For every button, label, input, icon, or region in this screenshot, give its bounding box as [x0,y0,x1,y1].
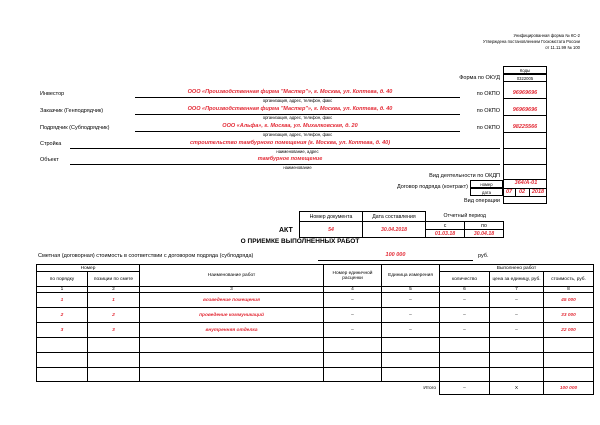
okud-value: 0322005 [516,75,534,81]
period-header: Отчетный период [426,212,504,222]
site-value: строительство тамбурного помещения (г. Москва, ул. Коптева, д. 40) [189,140,391,146]
row-order: 1 [37,293,88,308]
investor-caption: организация, адрес, телефон, факс [262,98,333,103]
customer-caption: организация, адрес, телефон, факс [262,115,333,120]
col-num: 6 [440,287,490,293]
object-code-divider [503,164,547,165]
total-cost: 100 000 [544,382,594,395]
contractor-okpo-label: по ОКПО [476,125,500,131]
contract-number-value: 364/А-01 [514,180,538,186]
row-name: возведение помещения [140,293,324,308]
row-unit-num: – [324,308,382,323]
activity-label: Вид деятельности по ОКДП [429,173,500,179]
row-price: – [490,293,544,308]
doc-number-header: Номер документа [300,212,363,222]
contractor-okpo-value: 98225566 [512,124,538,130]
contractor-value: ООО «Альфа», г. Москва, ул. Михалковская, д. 20 [222,123,358,129]
row-pos: 3 [88,323,140,338]
th-unit: Единица измерения [382,265,440,287]
period-from-header: с [426,222,465,230]
table-row [37,323,594,338]
table-row-empty [37,338,594,353]
th-estimate-pos: позиции по смете [88,272,140,287]
total-row [37,382,594,395]
customer-okpo-label: по ОКПО [476,108,500,114]
row-pos: 1 [88,293,140,308]
doc-date-header: Дата составления [363,212,426,222]
col-num: 8 [544,287,594,293]
site-code-divider [503,148,547,149]
approval-note: Утверждена постановлением Госкомстата России [482,39,580,44]
estimate-label: Сметная (договорная) стоимость в соответствии с договором подряда (субподряда) [38,253,254,259]
estimate-value: 100 000 [385,252,406,258]
works-table [36,264,594,395]
object-caption: наименование [283,165,312,170]
site-label: Стройка [40,141,62,147]
col-num: 1 [37,287,88,293]
codes-header-cell [503,66,547,74]
period-to-value: 30.04.18 [465,230,504,238]
contractor-caption: организация, адрес, телефон, факс [262,132,333,137]
col-num: 2 [88,287,140,293]
th-unit-number: Номер единичной расценки [324,265,382,287]
contract-label: Договор подряда (контракт) [396,184,468,190]
investor-label: Инвестор [40,91,65,97]
customer-okpo-divider [503,115,547,116]
table-row-empty [37,353,594,368]
row-unit: – [382,293,440,308]
row-cost: 22 000 [544,323,594,338]
contract-date-label: дата [482,189,491,195]
form-header-note [420,33,580,51]
investor-value: ООО «Производственная фирма "Мастер"», г. Москва, ул. Коптева, д. 40 [187,89,393,95]
estimate-line [318,260,473,261]
col-num: 5 [382,287,440,293]
row-unit: – [382,323,440,338]
approval-date-note: от 11.11.99 № 100 [545,45,580,50]
customer-okpo-value: 96969696 [512,107,538,113]
col-num: 3 [140,287,324,293]
table-row [37,293,594,308]
total-qty: – [440,382,490,395]
col-num: 4 [324,287,382,293]
contract-date-divider [503,196,547,197]
period-from-value: 01.03.18 [426,230,465,238]
customer-value: ООО «Производственная фирма "Мастер"», г. Москва, ул. Коптева, д. 40 [187,106,393,112]
row-name: внутренняя отделка [140,323,324,338]
th-cost: стоимость, руб. [544,272,594,287]
contract-date-year: 2018 [531,189,545,195]
th-price: цена за единицу, руб. [490,272,544,287]
row-unit: – [382,308,440,323]
th-number: Номер [37,265,140,272]
customer-label: Заказчик (Генподрядчик) [40,108,104,114]
investor-okpo-value: 96969696 [512,90,538,96]
contract-date-label-cell [470,188,503,196]
act-title: О ПРИЕМКЕ ВЫПОЛНЕННЫХ РАБОТ [240,238,360,245]
row-qty: – [440,323,490,338]
row-qty: – [440,293,490,308]
investor-okpo-label: по ОКПО [476,91,500,97]
contractor-okpo-divider [503,132,547,133]
document-header-table [299,211,504,238]
th-name: Наименование работ [140,265,324,287]
object-label: Объект [40,157,59,163]
col-num: 7 [490,287,544,293]
row-cost: 45 000 [544,293,594,308]
form-number-note: Унифицированная форма № КС-2 [513,33,580,38]
row-unit-num: – [324,323,382,338]
th-qty: количество [440,272,490,287]
table-row-empty [37,368,594,382]
th-done: Выполнено работ [440,265,594,272]
operation-label: Вид операции [464,198,500,204]
doc-number-value: 54 [300,222,363,238]
contractor-label: Подрядчик (Субподрядчик) [40,125,110,131]
contract-number-label: номер [480,181,493,187]
object-value: тамбурное помещение [257,156,323,162]
investor-okpo-divider [503,98,547,99]
row-qty: – [440,308,490,323]
total-price: Х [490,382,544,395]
contract-date-month: 02 [518,189,526,195]
contract-number-label-cell [470,180,503,188]
act-label: АКТ [279,227,293,234]
row-unit-num: – [324,293,382,308]
site-caption: наименование, адрес [276,149,319,154]
estimate-unit: руб. [478,253,489,259]
row-price: – [490,323,544,338]
period-to-header: по [465,222,504,230]
row-pos: 2 [88,308,140,323]
row-order: 2 [37,308,88,323]
row-cost: 33 000 [544,308,594,323]
row-price: – [490,308,544,323]
contract-date-day: 07 [505,189,513,195]
th-order: по порядку [37,272,88,287]
okud-label: Форма по ОКУД [459,75,500,81]
row-order: 3 [37,323,88,338]
row-name: проведение коммуникаций [140,308,324,323]
table-row [37,308,594,323]
doc-date-value: 30.04.2018 [363,222,426,238]
codes-title: Коды [519,67,531,73]
okud-cell [503,74,547,82]
total-label: Итого [423,385,436,391]
